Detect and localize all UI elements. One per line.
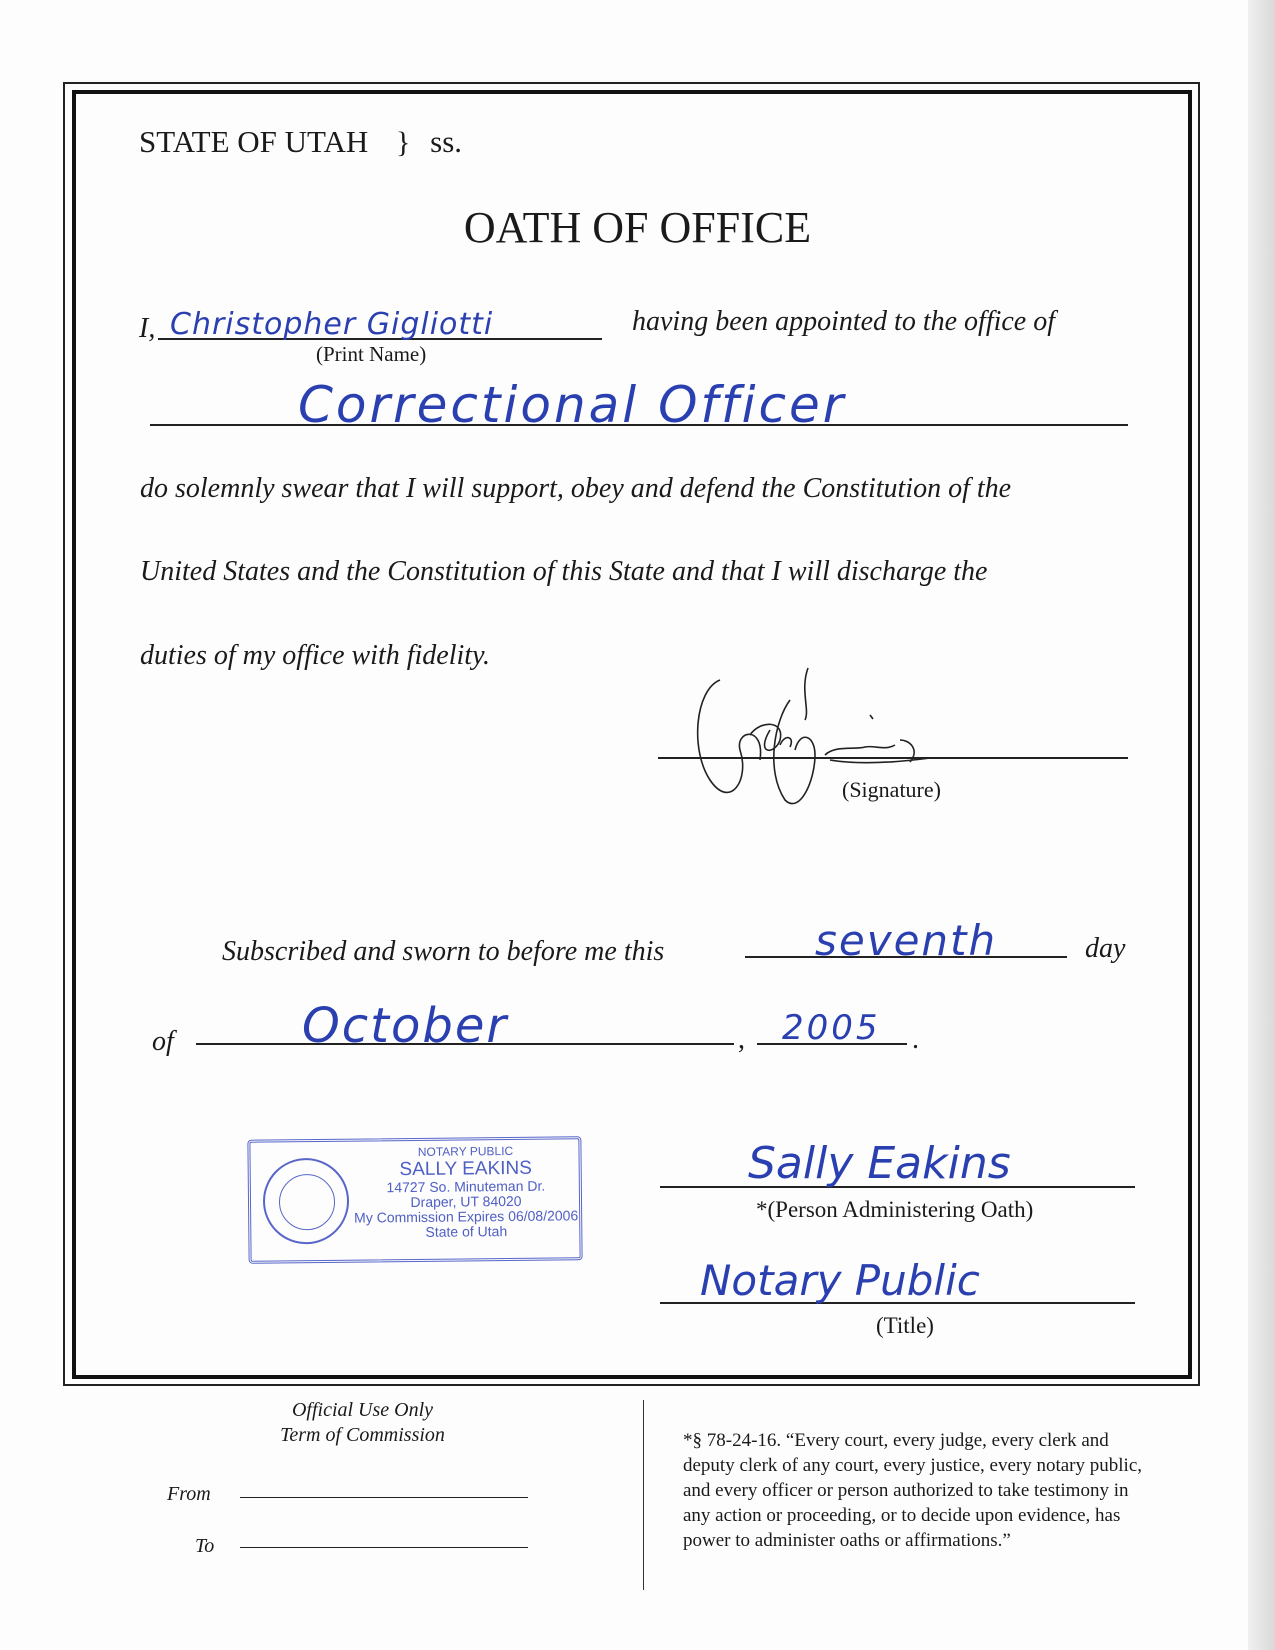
stamp-line-6: State of Utah (425, 1223, 508, 1240)
stamp-line-3: 14727 So. Minuteman Dr. (386, 1177, 546, 1196)
stamp-line-2: SALLY EAKINS (399, 1157, 532, 1181)
title-value: Notary Public (700, 1256, 980, 1305)
to-line (240, 1547, 528, 1548)
to-label: To (195, 1535, 215, 1557)
oath-line-1: do solemnly swear that I will support, obey and defend the Constitution of the (140, 473, 1012, 504)
footnote-line-4: any action or proceeding, or to decide upon evidence, has (683, 1505, 1121, 1526)
print-name-label: (Print Name) (316, 342, 427, 366)
footnote-line-3: and every officer or person authorized to take testimony in (683, 1480, 1129, 1501)
brace: } (396, 126, 411, 159)
period: . (912, 1024, 919, 1055)
appointed-text: having been appointed to the office of (632, 306, 1056, 337)
ss-label: ss. (430, 124, 463, 159)
year-value: 2005 (782, 1008, 881, 1048)
sworn-prefix: Subscribed and sworn to before me this (222, 936, 665, 967)
i-prefix: I, (139, 313, 156, 344)
name-value: Christopher Gigliotti (170, 307, 494, 342)
stamp-line-4: Draper, UT 84020 (410, 1192, 522, 1211)
footnote-line-5: power to administer oaths or affirmations.” (683, 1530, 1011, 1551)
day-label: day (1085, 933, 1126, 964)
stamp-text (350, 1143, 581, 1240)
footnote-line-1: *§ 78-24-16. “Every court, every judge, every clerk and (683, 1430, 1109, 1451)
office-value: Correctional Officer (298, 376, 847, 434)
footnote-line-2: deputy clerk of any court, every justice, every notary public, (683, 1455, 1142, 1476)
notary-stamp (247, 1136, 582, 1263)
stamp-line-1: NOTARY PUBLIC (417, 1143, 514, 1159)
signature-label: (Signature) (842, 777, 941, 802)
administrator-label: *(Person Administering Oath) (756, 1197, 1034, 1222)
month-value: October (302, 998, 509, 1054)
state-name: STATE OF UTAH (139, 124, 369, 159)
from-line (240, 1497, 528, 1498)
oath-line-3: duties of my office with fidelity. (140, 640, 490, 671)
official-heading-2: Term of Commission (280, 1424, 445, 1446)
of-label: of (152, 1026, 174, 1057)
day-value: seventh (815, 916, 998, 965)
official-heading-1: Official Use Only (291, 1399, 434, 1421)
state-heading (139, 124, 462, 160)
title-label: (Title) (876, 1313, 934, 1338)
page-title: OATH OF OFFICE (463, 203, 812, 252)
section-divider (643, 1400, 644, 1590)
from-label: From (167, 1483, 211, 1505)
comma: , (738, 1024, 745, 1055)
footnote (683, 1428, 1142, 1553)
stamp-line-5: My Commission Expires 06/08/2006 (354, 1207, 579, 1226)
oath-line-2: United States and the Constitution of this State and that I will discharge the (140, 556, 988, 587)
administrator-signature: Sally Eakins (748, 1138, 1011, 1189)
utah-seal-icon (263, 1158, 350, 1245)
